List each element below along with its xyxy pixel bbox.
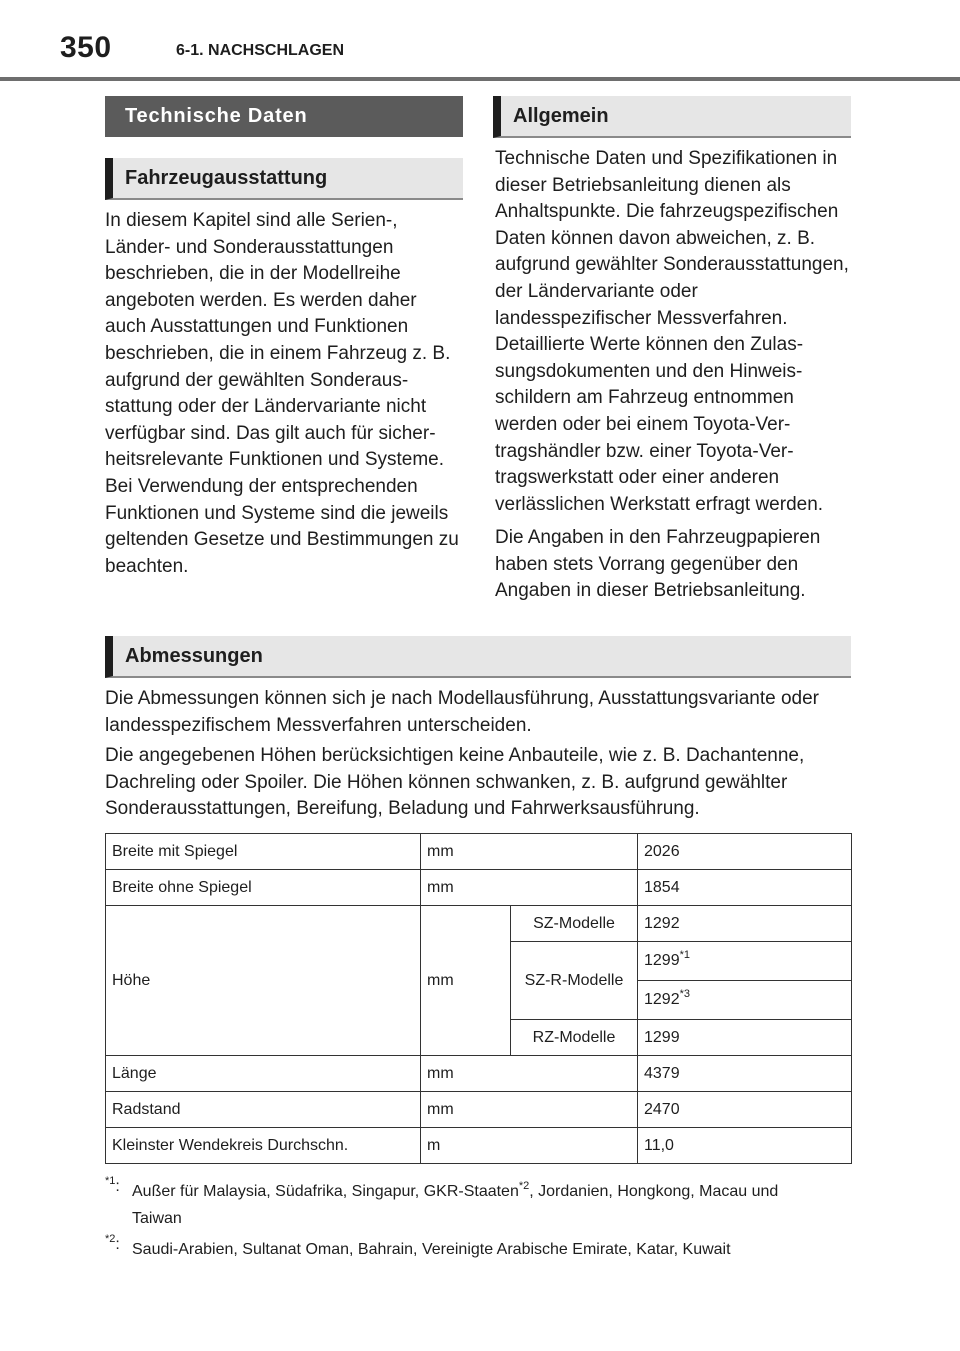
row-value <box>638 981 852 1020</box>
row-unit: mm <box>421 870 638 906</box>
footnote-ref: *1 <box>679 948 690 961</box>
row-label: Breite mit Spiegel <box>106 834 421 870</box>
footnote-text-a: Außer für Malaysia, Südafrika, Singapur, GKR-Staaten <box>132 1183 519 1200</box>
value-text: 1299 <box>644 952 680 969</box>
row-value: 2026 <box>638 834 852 870</box>
footnote-ref: *2 <box>518 1179 530 1192</box>
table-row <box>106 1092 852 1128</box>
footnote-ref: *3 <box>679 987 690 1000</box>
dimensions-table <box>105 833 852 1164</box>
table-row <box>106 1128 852 1164</box>
row-label: Höhe <box>106 906 421 1056</box>
allgemein-paragraph-1: Technische Daten und Spezifikationen in dieser Betriebsanleitung dienen als Anhaltspunkte. Die fahrzeugspezifischen Daten können davon abweichen, z. B. aufgrund gewählter Sonderausstattungen, der Ländervariante oder landesspezifischer Messverfahren. Detaillierte Werte können den Zulassungsdokumenten und den Hinweisschildern am Fahrzeug entnommen werden oder bei einem Toyota-Vertragshändler bzw. einer Toyota-Vertragswerkstatt oder einer anderen verlässlichen Werkstatt erfragt werden. <box>495 148 849 515</box>
technische-daten-heading: Technische Daten <box>105 96 463 137</box>
model-label: RZ-Modelle <box>511 1020 638 1056</box>
footnote-text: Saudi-Arabien, Sultanat Oman, Bahrain, Vereinigte Arabische Emirate, Katar, Kuwait <box>132 1241 731 1258</box>
footnote-text <box>132 1178 832 1232</box>
table-row <box>106 906 852 942</box>
row-label: Länge <box>106 1056 421 1092</box>
footnote-marker: $^{*2}$: <box>105 1232 120 1253</box>
model-label: SZ-Modelle <box>511 906 638 942</box>
abmessungen-paragraph-1: Die Abmessungen können sich je nach Modellausführung, Ausstattungsvariante oder landesspezifischem Messverfahren unterscheiden. <box>105 688 820 736</box>
row-value: 1292 <box>638 906 852 942</box>
table-row <box>106 1056 852 1092</box>
model-label: SZ-R-Modelle <box>511 942 638 1020</box>
page-header <box>0 0 960 80</box>
footnote-mark: *2 <box>105 1232 116 1245</box>
fahrzeugausstattung-paragraph: In diesem Kapitel sind alle Serien-, Länder- und Sonderausstattungen beschrieben, die in der Modellreihe angeboten werden. Es werden daher auch Ausstattungen und Funktionen beschrieben, die in einem Fahrzeug z. B. aufgrund der gewählten Sonderausstattung oder der Ländervariante nicht verfügbar sind. Das gilt auch für sicherheitsrelevante Funktionen und Systeme. Bei Verwendung der entsprechenden Funktionen und Systeme sind die jeweils geltenden Gesetze und Bestimmungen zu beachten. <box>105 210 459 577</box>
row-unit: mm <box>421 834 638 870</box>
row-label: Radstand <box>106 1092 421 1128</box>
row-value: 2470 <box>638 1092 852 1128</box>
footnote-marker: $^{*1}$: <box>105 1174 120 1195</box>
row-value: 11,0 <box>638 1128 852 1164</box>
table-row <box>106 870 852 906</box>
row-unit: mm <box>421 1092 638 1128</box>
section-title: 6-1. NACHSCHLAGEN <box>176 42 345 59</box>
footnote-mark: *1 <box>105 1174 116 1187</box>
row-label: Kleinster Wendekreis Durchschn. <box>106 1128 421 1164</box>
row-unit: mm <box>421 1056 638 1092</box>
allgemein-paragraph-2: Die Angaben in den Fahrzeugpapieren haben stets Vorrang gegenüber den Angaben in dieser Betriebsanleitung. <box>495 527 821 602</box>
footnote-1 <box>105 1174 851 1234</box>
row-unit: mm <box>421 906 511 1056</box>
abmessungen-subheading: Abmessungen <box>105 636 851 678</box>
page-number: 350 <box>60 31 112 64</box>
row-value: 1299 <box>638 1020 852 1056</box>
abmessungen-paragraph-2: Die angegebenen Höhen berücksichtigen keine Anbauteile, wie z. B. Dachantenne, Dachreling oder Spoiler. Die Höhen können schwanken, z. B. aufgrund gewählter Sonderausstattungen, Bereifung, Beladung und Fahrwerksausführung. <box>105 745 805 820</box>
footnote-text-b: , Jordanien, Hongkong, Macau und Taiwan <box>132 1183 779 1227</box>
row-value <box>638 942 852 981</box>
row-value: 4379 <box>638 1056 852 1092</box>
row-value: 1854 <box>638 870 852 906</box>
row-unit: m <box>421 1128 638 1164</box>
allgemein-subheading: Allgemein <box>493 96 851 138</box>
footnote-2 <box>105 1232 851 1266</box>
row-label: Breite ohne Spiegel <box>106 870 421 906</box>
header-rule <box>0 77 960 81</box>
fahrzeugausstattung-subheading: Fahrzeugausstattung <box>105 158 463 200</box>
table-row <box>106 834 852 870</box>
value-text: 1292 <box>644 991 680 1008</box>
